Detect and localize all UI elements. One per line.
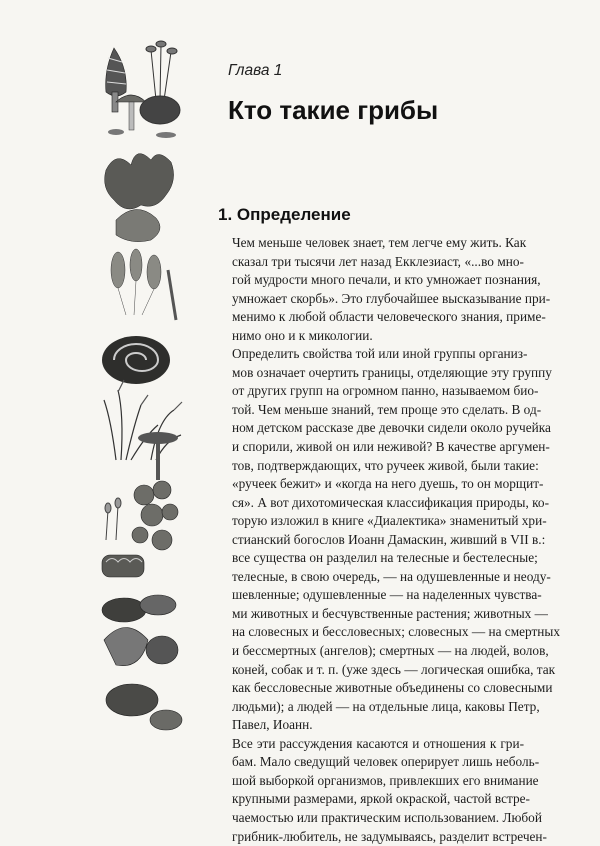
text-line: от других групп на огромном панно, называемом био-	[218, 382, 524, 401]
brain-fungus-illustration	[102, 555, 144, 577]
text-line: чаемостью или практическим использованием. Любой	[218, 809, 524, 828]
text-line: нимо оно и к микологии.	[218, 327, 524, 346]
text-line: сказал три тысячи лет назад Екклезиаст, «...во мно-	[218, 253, 524, 272]
text-line: той. Чем меньше знаний, тем проще это сделать. В од-	[218, 401, 524, 420]
text-line: менимо к любой области человеческого знания, приме-	[218, 308, 524, 327]
text-line: шой выборкой организмов, привлекших его внимание	[218, 772, 524, 791]
chapter-title: Кто такие грибы	[228, 95, 438, 126]
text-line: и спорили, живой он или неживой? В качестве аргумен-	[218, 438, 524, 457]
text-line: людьми); а людей — на отдельные лица, каковы Петр,	[218, 698, 524, 717]
text-line: тов, подтверждающих, что ручеек живой, были такие:	[218, 457, 524, 476]
text-line: и бессмертных (ангелов); смертных — на людей, волов,	[218, 642, 524, 661]
text-line: на словесных и бессловесных; словесных — на смертных	[218, 623, 524, 642]
text-line: грибник-любитель, не задумываясь, разделит встречен-	[218, 828, 524, 846]
mushroom-group-illustration	[102, 595, 182, 730]
text-line: бам. Мало сведущий человек оперирует лишь неболь-	[218, 753, 524, 772]
grass-plant-illustration	[104, 380, 182, 460]
text-line: ми животных и бесчувственные растения; животных —	[218, 605, 524, 624]
text-line: стианский богослов Иоанн Дамаскин, живший в VII в.:	[218, 531, 524, 550]
text-line: мов означает очертить границы, отделяющие эту группу	[218, 364, 524, 383]
body-text	[218, 234, 524, 846]
spiral-fungus-illustration	[102, 336, 170, 384]
text-line: Чем меньше человек знает, тем легче ему жить. Как	[218, 234, 524, 253]
text-line: Определить свойства той или иной группы организ-	[218, 345, 524, 364]
text-line: ном детском рассказе две девочки сидели около ручейка	[218, 419, 524, 438]
paragraph-1	[218, 234, 524, 345]
palm-plant-illustration	[138, 432, 178, 480]
chapter-label: Глава 1	[228, 62, 282, 80]
paragraph-3	[218, 735, 524, 846]
text-line: крупными размерами, яркой окраской, частой встре-	[218, 790, 524, 809]
text-line: как бессловесные животные объединены со словесными	[218, 679, 524, 698]
lichen-illustration	[105, 154, 174, 242]
sketch-marks	[108, 129, 176, 138]
text-line: торую изложил в книге «Диалектика» знаменитый хри-	[218, 512, 524, 531]
text-line: ся». А вот дихотомическая классификация природы, ко-	[218, 494, 524, 513]
paragraph-2	[218, 345, 524, 734]
section-heading: 1. Определение	[218, 205, 351, 225]
text-line: Павел, Иоанн.	[218, 716, 524, 735]
sprout-illustration	[105, 498, 121, 540]
morel-illustration	[106, 48, 127, 112]
mushroom-cluster-illustration	[140, 41, 180, 124]
text-line: гой мудрости много печали, и кто умножает познания,	[218, 271, 524, 290]
text-line: все существа он разделил на телесные и бестелесные;	[218, 549, 524, 568]
text-line: коней, собак и т. п. (уже здесь — логическая ошибка, так	[218, 661, 524, 680]
club-fungi-illustration	[111, 249, 176, 320]
text-line: «ручеек бежит» и «когда на него дуешь, то он морщит-	[218, 475, 524, 494]
text-line: шевленные; одушевленные — на наделенных чувства-	[218, 586, 524, 605]
text-line: Все эти рассуждения касаются и отношения к гри-	[218, 735, 524, 754]
text-line: телесные, в свою очередь, — на одушевленные и неоду-	[218, 568, 524, 587]
text-line: умножает скорбь». Это глубочайшее высказывание при-	[218, 290, 524, 309]
mushroom-illustration-strip	[96, 40, 188, 745]
puffball-illustration	[132, 481, 178, 550]
